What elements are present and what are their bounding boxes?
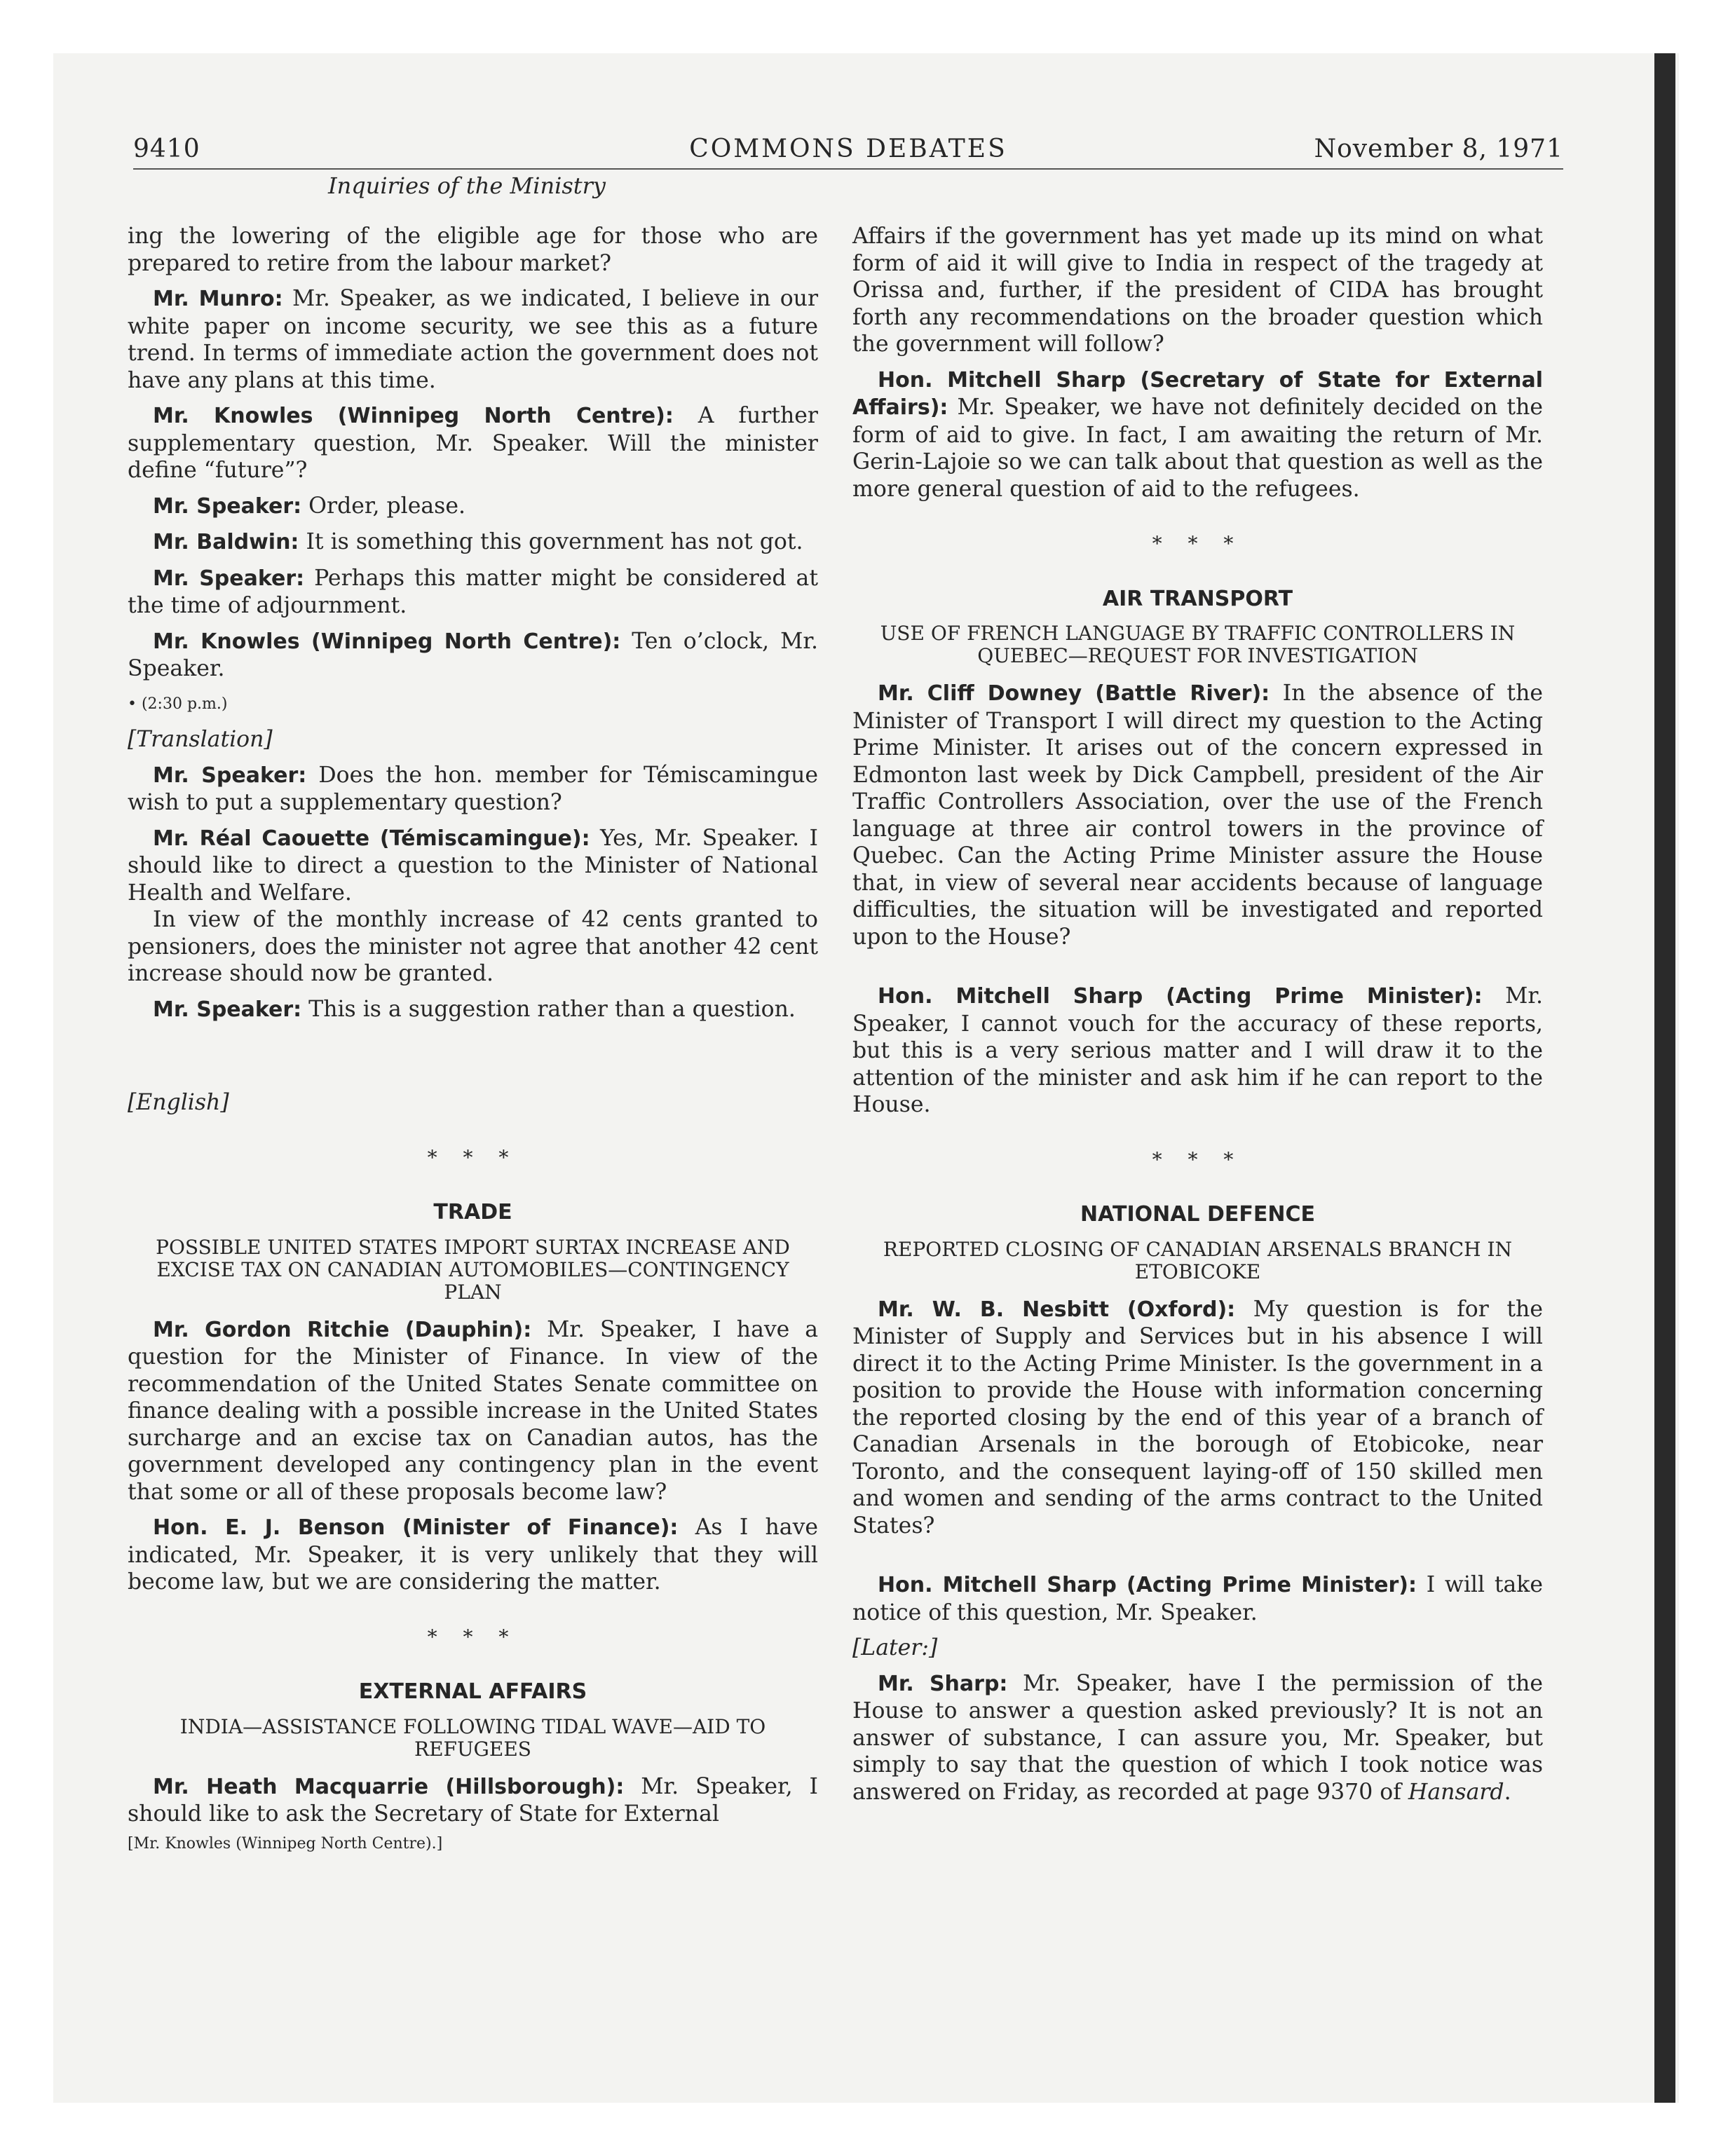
speaker-name: Hon. Mitchell Sharp (Acting Prime Minister): [878, 984, 1483, 1009]
paragraph [852, 680, 1543, 950]
section-divider: * * * [427, 1625, 519, 1649]
scan-edge [1654, 53, 1675, 2103]
section-divider: * * * [427, 1145, 519, 1169]
speaker-name: Hon. Mitchell Sharp (Acting Prime Minister): [878, 1573, 1417, 1597]
paragraph [128, 528, 818, 557]
speech-text: A further supplementary question, Mr. Speaker. Will the minister define “future”? [128, 403, 818, 483]
speech-text: In the absence of the Minister of Transport I will direct my question to the Acting Prime Minister. It arises out of the concern expressed in Edmonton last week by Dick Campbell, president of the Air Traffic Controllers Association, over the use of the French language at three air control towers in the province of Quebec. Can the Acting Prime Minister assure the House that, in view of several near accidents because of language difficulties, the situation will be investigated and reported upon to the House? [852, 681, 1543, 950]
speaker-name: Mr. Heath Macquarrie (Hillsborough): [153, 1774, 625, 1799]
speech-text: It is something this government has not got. [299, 529, 803, 554]
speaker-name: Mr. Réal Caouette (Témiscamingue): [153, 826, 590, 851]
speech-text: Ten o’clock, Mr. Speaker. [128, 628, 818, 681]
paragraph [128, 1514, 818, 1596]
publication-title: COMMONS DEBATES [689, 135, 1007, 163]
section-heading: NATIONAL DEFENCE [1080, 1202, 1315, 1227]
speech-text: Mr. Speaker, I have a question for the Minister of Finance. In view of the recommendation of the United States Senate committee on finance dealing with a possible increase in the United States surcharge and an excise tax on Canadian autos, has the government developed any contingency plan in the event that some or all of these proposals become law? [128, 1316, 818, 1505]
paragraph [128, 825, 818, 907]
speech-text: Perhaps this matter might be considered at the time of adjournment. [128, 565, 818, 618]
paragraph [128, 285, 818, 394]
page-header [133, 135, 1563, 170]
speech-text: Mr. Speaker, have I the permission of the House to answer a question asked previously? It is not an answer of substance, I can assure you, Mr. Speaker, but simply to say that the question of which I took notice was answered on Friday, as recorded at page 9370 of [852, 1670, 1544, 1805]
section-subheading: REPORTED CLOSING OF CANADIAN ARSENALS BRANCH IN ETOBICOKE [883, 1237, 1513, 1283]
paragraph [128, 402, 818, 484]
paragraph [128, 762, 818, 817]
paragraph: In view of the monthly increase of 42 cents granted to pensioners, does the minister not agree that another 42 cent increase should now be granted. [128, 907, 818, 986]
speaker-name: Mr. Baldwin: [153, 530, 299, 554]
section-divider: * * * [1152, 532, 1244, 555]
speech-text: Mr. Speaker, as we indicated, I believe in our white paper on income security, we see this as a future trend. In terms of immediate action the government does not have any plans at this time. [128, 286, 819, 393]
hansard-title: Hansard [1408, 1779, 1504, 1805]
speaker-name: Mr. Speaker: [153, 566, 305, 591]
section-heading: TRADE [433, 1200, 512, 1224]
speaker-name: Mr. Knowles (Winnipeg North Centre): [153, 629, 621, 654]
section-subheading: INDIA—ASSISTANCE FOLLOWING TIDAL WAVE—AID TO REFUGEES [179, 1714, 766, 1761]
paragraph [128, 493, 818, 521]
speaker-name: Mr. Speaker: [153, 763, 307, 788]
section-heading: EXTERNAL AFFAIRS [358, 1679, 587, 1704]
left-column [128, 223, 818, 1866]
paragraph [128, 1316, 818, 1506]
paragraph [852, 1571, 1543, 1626]
translation-label: [Translation] [128, 727, 273, 752]
paragraph [852, 367, 1543, 503]
paragraph [128, 1773, 818, 1828]
publication-date: November 8, 1971 [1314, 135, 1563, 163]
speech-text: Yes, Mr. Speaker. I should like to direct a question to the Minister of National Health and Welfare. [128, 825, 818, 906]
section-heading: AIR TRANSPORT [1102, 586, 1293, 611]
footnote: [Mr. Knowles (Winnipeg North Centre).] [128, 1834, 443, 1853]
section-divider: * * * [1152, 1147, 1244, 1171]
speech-text: Mr. Speaker, I cannot vouch for the accuracy of these reports, but this is a very serious matter and I will draw it to the attention of the minister and ask him if he can report to the House. [852, 983, 1543, 1117]
speech-text: As I have indicated, Mr. Speaker, it is very unlikely that they will become law, but we are considering the matter. [128, 1515, 819, 1595]
speech-text: Does the hon. member for Témiscamingue wish to put a supplementary question? [128, 762, 819, 815]
speech-text: My question is for the Minister of Supply and Services but in his absence I will direct it to the Acting Prime Minister. Is the government in a position to provide the House with information concerning the reported closing by the end of this year of a branch of Canadian Arsenals in the borough of Etobicoke, near Toronto, and the consequent laying-off of 150 skilled men and women and sending of the arms contract to the United States? [852, 1296, 1543, 1538]
speaker-name: Mr. Speaker: [153, 493, 302, 519]
running-head: Inquiries of the Ministry [328, 172, 606, 199]
speech-text: Mr. Speaker, we have not definitely decided on the form of aid to give. In fact, I am awaiting the return of Mr. Gerin-Lajoie so we can talk about that question as well as the more general question of aid to the refugees. [852, 395, 1543, 502]
later-label: [Later:] [852, 1635, 938, 1660]
speech-text: Order, please. [301, 493, 465, 519]
speaker-name: Mr. Munro: [153, 287, 283, 311]
speaker-name: Mr. Gordon Ritchie (Dauphin): [153, 1317, 532, 1342]
paragraph: ing the lowering of the eligible age for those who are prepared to retire from the labour market? [128, 224, 818, 276]
paragraph [852, 983, 1543, 1119]
speech-text: Mr. Speaker, I should like to ask the Secretary of State for External [128, 1773, 818, 1827]
speaker-name: Mr. Sharp: [878, 1671, 1008, 1696]
speaker-name: Hon. E. J. Benson (Minister of Finance): [153, 1515, 679, 1540]
speaker-name: Mr. Speaker: [153, 997, 302, 1022]
time-note: • (2:30 p.m.) [128, 695, 228, 713]
paragraph [852, 1670, 1543, 1806]
paragraph [128, 565, 818, 620]
english-label: [English] [128, 1090, 229, 1115]
speaker-name: Mr. Cliff Downey (Battle River): [878, 681, 1270, 706]
right-column [852, 223, 1543, 1814]
paragraph [128, 996, 818, 1024]
section-subheading: USE OF FRENCH LANGUAGE BY TRAFFIC CONTROLLERS IN QUEBEC—REQUEST FOR INVESTIGATION [880, 622, 1516, 667]
speech-text: . [1504, 1779, 1511, 1805]
page-number: 9410 [133, 135, 200, 163]
paragraph [128, 628, 818, 683]
speaker-name: Mr. W. B. Nesbitt (Oxford): [878, 1297, 1236, 1322]
paragraph: Affairs if the government has yet made up its mind on what form of aid it will give to India in respect of the tragedy at Orissa and, further, if the president of CIDA has brought forth any recommendations on the broader question which the government will follow? [852, 224, 1543, 357]
paragraph [852, 1296, 1543, 1540]
speaker-name: Mr. Knowles (Winnipeg North Centre): [153, 404, 674, 428]
speaker-name: Hon. Mitchell Sharp (Secretary of State for External Affairs): [852, 367, 1543, 420]
speech-text: I will take notice of this question, Mr. Speaker. [852, 1572, 1543, 1625]
section-subheading: POSSIBLE UNITED STATES IMPORT SURTAX INCREASE AND EXCISE TAX ON CANADIAN AUTOMOBILES—CONTINGENCY PLAN [156, 1235, 790, 1304]
speech-text: This is a suggestion rather than a question. [301, 996, 796, 1022]
